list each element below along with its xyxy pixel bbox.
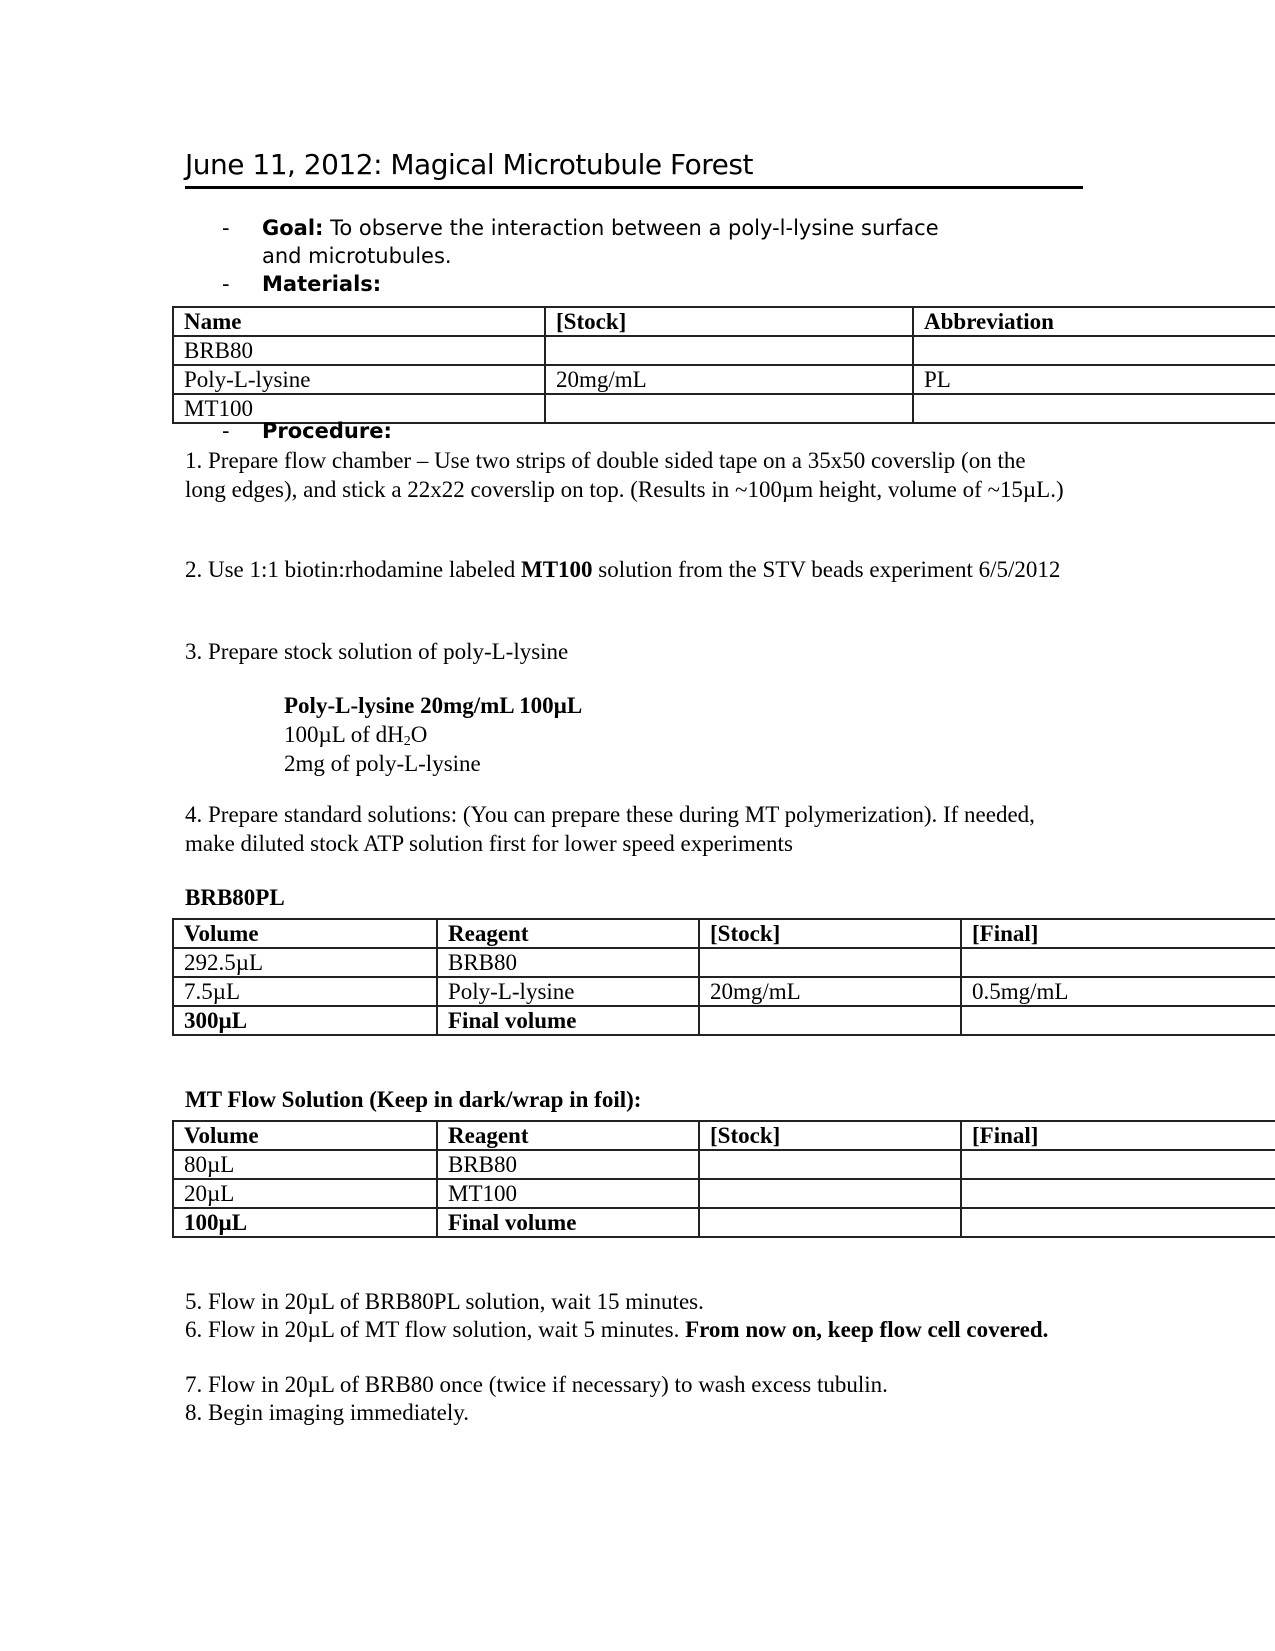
procedure-label: Procedure: [262,419,392,443]
cell: 7.5µL [173,977,437,1006]
cell: Final volume [437,1208,699,1237]
step-3: 3. Prepare stock solution of poly-L-lysine [185,639,569,664]
cell [699,948,961,977]
header-volume: Volume [173,1121,437,1150]
recipe-text: 100µL of dH [284,722,404,747]
stock-recipe-line-2: 2mg of poly-L-lysine [284,751,481,776]
cell [699,1006,961,1035]
step-2-text-end: solution from the STV beads experiment 6/5/2012 [592,557,1061,582]
cell [545,336,913,365]
step-8: 8. Begin imaging immediately. [185,1400,470,1425]
header-name: Name [173,307,545,336]
cell: 20µL [173,1179,437,1208]
stock-recipe [284,691,582,778]
header-final: [Final] [961,1121,1275,1150]
step-1: 1. Prepare flow chamber – Use two strips of double sided tape on a 35x50 coverslip (on the long edges), and stick a 22x22 coverslip on top. (Results in ~100µm height, volume of ~15µL.) [185,448,1064,502]
table-row [173,948,1275,977]
header-reagent: Reagent [437,919,699,948]
step-2-text: 2. Use 1:1 biotin:rhodamine labeled [185,557,521,582]
goal-text [262,214,982,270]
table-row [173,1179,1275,1208]
step-5: 5. Flow in 20µL of BRB80PL solution, wait 15 minutes. [185,1289,704,1314]
cell: Final volume [437,1006,699,1035]
bullet-dash: - [222,216,230,240]
goal-description: To observe the interaction between a poly-l-lysine surface and microtubules. [262,216,939,268]
mt-flow-title: MT Flow Solution (Keep in dark/wrap in foil): [185,1087,642,1112]
recipe-text: O [410,722,428,747]
cell: 0.5mg/mL [961,977,1275,1006]
cell: Poly-L-lysine [437,977,699,1006]
table-total-row [173,1006,1275,1035]
cell: 300µL [173,1006,437,1035]
header-final: [Final] [961,919,1275,948]
cell: BRB80 [173,336,545,365]
cell: 100µL [173,1208,437,1237]
header-volume: Volume [173,919,437,948]
stock-recipe-title: Poly-L-lysine 20mg/mL 100µL [284,693,583,718]
header-stock: [Stock] [699,1121,961,1150]
bullet-dash: - [222,419,230,443]
cell: PL [913,365,1275,394]
cell: MT100 [173,394,545,423]
step-6-bold: From now on, keep flow cell covered. [685,1317,1049,1342]
step-2 [185,555,1065,584]
cell: 292.5µL [173,948,437,977]
cell: 20mg/mL [545,365,913,394]
cell [913,336,1275,365]
cell: 80µL [173,1150,437,1179]
table-row [173,336,1275,365]
materials-table [172,306,1275,424]
table-header-row [173,919,1275,948]
step-6-text: 6. Flow in 20µL of MT flow solution, wait 5 minutes. [185,1317,686,1342]
cell [699,1179,961,1208]
cell [961,948,1275,977]
table-row [173,977,1275,1006]
materials-label: Materials: [262,272,382,296]
cell [961,1006,1275,1035]
cell [699,1208,961,1237]
brb80pl-title: BRB80PL [185,885,285,910]
table-header-row [173,1121,1275,1150]
cell [961,1150,1275,1179]
cell: 20mg/mL [699,977,961,1006]
cell: BRB80 [437,1150,699,1179]
cell: BRB80 [437,948,699,977]
table-row [173,365,1275,394]
table-total-row [173,1208,1275,1237]
table-header-row [173,307,1275,336]
subscript: 2 [403,734,411,749]
header-reagent: Reagent [437,1121,699,1150]
brb80pl-table [172,918,1275,1036]
step-2-bold: MT100 [520,557,593,582]
header-abbreviation: Abbreviation [913,307,1275,336]
step-7: 7. Flow in 20µL of BRB80 once (twice if necessary) to wash excess tubulin. [185,1372,888,1397]
step-4: 4. Prepare standard solutions: (You can prepare these during MT polymerization). If needed, make diluted stock ATP solution first for lower speed experiments [185,802,1035,856]
bullet-dash: - [222,272,230,296]
mt-flow-table [172,1120,1275,1238]
cell [699,1150,961,1179]
goal-label: Goal: [262,216,324,240]
cell: MT100 [437,1179,699,1208]
cell: Poly-L-lysine [173,365,545,394]
cell [961,1179,1275,1208]
step-6 [185,1315,1065,1344]
table-row [173,1150,1275,1179]
header-stock: [Stock] [545,307,913,336]
header-stock: [Stock] [699,919,961,948]
cell [961,1208,1275,1237]
page-title: June 11, 2012: Magical Microtubule Forest [185,148,1083,189]
stock-recipe-line-1 [284,720,582,749]
